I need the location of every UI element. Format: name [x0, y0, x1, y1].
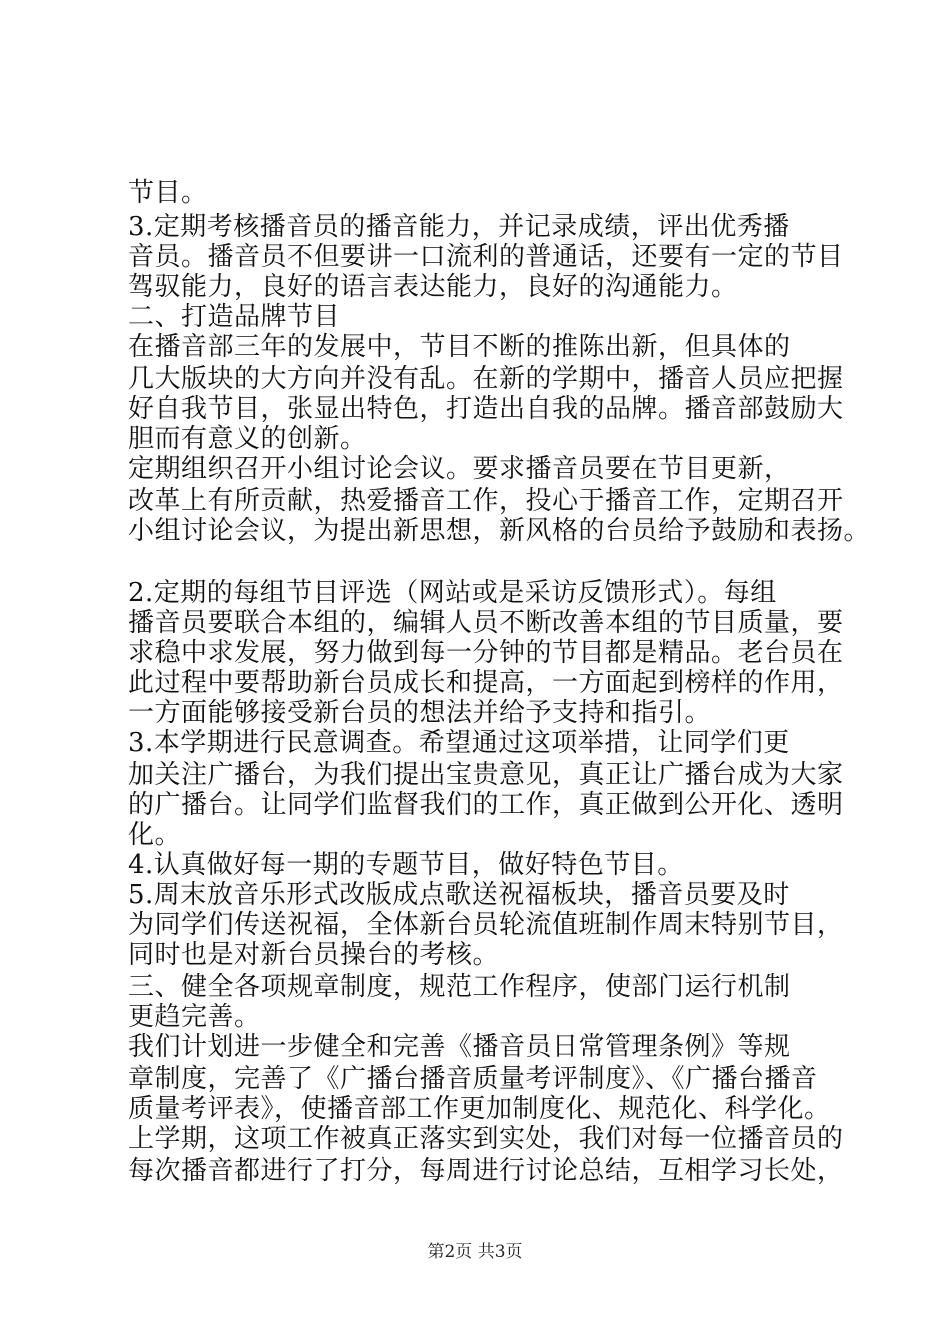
- text-line: 改革上有所贡献，热爱播音工作，投心于播音工作，定期召开: [128, 486, 844, 516]
- text-line: 2.定期的每组节目评选（网站或是采访反馈形式）。每组: [128, 578, 777, 608]
- text-line: 5.周末放音乐形式改版成点歌送祝福板块，播音员要及时: [128, 880, 790, 910]
- text-line: 上学期，这项工作被真正落实到实处，我们对每一位播音员的: [128, 1124, 844, 1154]
- text-line: 节目。: [128, 178, 208, 208]
- text-line: 加关注广播台，为我们提出宝贵意见，真正让广播台成为大家: [128, 760, 844, 790]
- page-footer: 第2页 共3页: [427, 1242, 523, 1262]
- text-line: 4.认真做好每一期的专题节目，做好特色节目。: [128, 850, 684, 880]
- text-line: 求稳中求发展，努力做到每一分钟的节目都是精品。老台员在: [128, 638, 844, 668]
- text-line: 化。: [128, 820, 182, 850]
- text-line: 几大版块的大方向并没有乱。在新的学期中，播音人员应把握: [128, 364, 844, 394]
- section-heading: 二、打造品牌节目: [128, 302, 341, 332]
- text-line: 为同学们传送祝福，全体新台员轮流值班制作周末特别节目，: [128, 910, 844, 940]
- text-line: 一方面能够接受新台员的想法并给予支持和指引。: [128, 698, 712, 728]
- text-line: 此过程中要帮助新台员成长和提高，一方面起到榜样的作用，: [128, 668, 844, 698]
- text-line: 在播音部三年的发展中，节目不断的推陈出新，但具体的: [128, 332, 791, 362]
- text-line: 质量考评表》，使播音部工作更加制度化、规范化、科学化。: [128, 1094, 831, 1124]
- text-line: 驾驭能力，良好的语言表达能力，良好的沟通能力。: [128, 272, 738, 302]
- text-line: 3.本学期进行民意调查。希望通过这项举措，让同学们更: [128, 728, 790, 758]
- text-line: 好自我节目，张显出特色，打造出自我的品牌。播音部鼓励大: [128, 394, 844, 424]
- text-line: 音员。播音员不但要讲一口流利的普通话，还要有一定的节目: [128, 242, 844, 272]
- section-heading: 三、健全各项规章制度，规范工作程序，使部门运行机制: [128, 972, 791, 1002]
- text-line: 小组讨论会议，为提出新思想，新风格的台员给予鼓励和表扬。: [128, 516, 871, 546]
- text-line: 胆而有意义的创新。: [128, 424, 367, 454]
- text-line: 更趋完善。: [128, 1002, 261, 1032]
- text-line: 章制度，完善了《广播台播音质量考评制度》、《广播台播音: [128, 1064, 818, 1094]
- text-line: 播音员要联合本组的，编辑人员不断改善本组的节目质量，要: [128, 608, 844, 638]
- text-line: 的广播台。让同学们监督我们的工作，真正做到公开化、透明: [128, 790, 844, 820]
- text-line: 3.定期考核播音员的播音能力，并记录成绩，评出优秀播: [128, 212, 790, 242]
- text-line: 同时也是对新台员操台的考核。: [128, 940, 500, 970]
- text-line: 每次播音都进行了打分，每周进行讨论总结，互相学习长处，: [128, 1156, 844, 1186]
- text-line: 定期组织召开小组讨论会议。要求播音员要在节目更新，: [128, 454, 791, 484]
- text-line: 我们计划进一步健全和完善《播音员日常管理条例》等规: [128, 1032, 791, 1062]
